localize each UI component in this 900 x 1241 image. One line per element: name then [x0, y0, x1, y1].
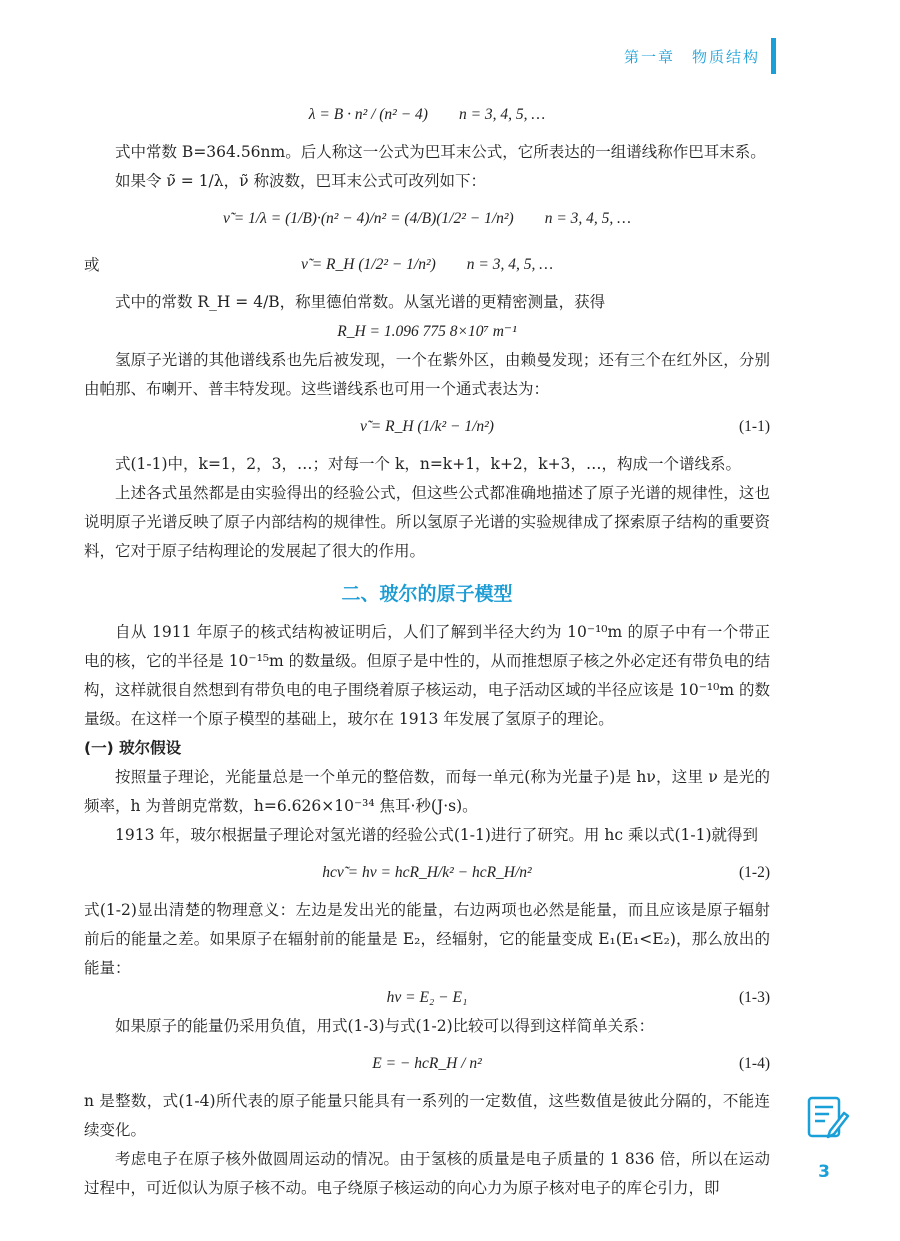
section-heading: 二、玻尔的原子模型: [341, 583, 513, 605]
equation-number: (1-4): [739, 1055, 770, 1072]
paragraph: n 是整数，式(1-4)所代表的原子能量只能具有一系列的一定数值，这些数值是彼此分隔的，不能连续变化。: [84, 1092, 770, 1139]
equation-number: (1-2): [739, 864, 770, 881]
paragraph: 如果原子的能量仍采用负值，用式(1-3)与式(1-2)比较可以得到这样简单关系：: [115, 1017, 655, 1035]
paragraph: 考虑电子在原子核外做圆周运动的情况。由于氢核的质量是电子质量的 1 836 倍，所以在运动过程中，可近似认为原子核不动。电子绕原子核运动的向心力为原子核对电子的库仑引力，即: [84, 1150, 770, 1197]
equation: ν̃ = R_H (1/2² − 1/n²) n = 3, 4, 5, …: [300, 256, 554, 273]
paragraph: 式(1-2)显出清楚的物理意义：左边是发出光的能量，右边两项也必然是能量，而且应该是原子辐射前后的能量之差。如果原子在辐射前的能量是 E₂，经辐射，它的能量变成 E₁(E₁<E₂)，那么放出的能量：: [84, 901, 770, 977]
equation: ν̃ = 1/λ = (1/B)·(n² − 4)/n² = (4/B)(1/2² − 1/n²) n = 3, 4, 5, …: [223, 210, 631, 227]
equation-row: [84, 850, 770, 896]
paragraph: 式中的常数 R_H = 4/B，称里德伯常数。从氢光谱的更精密测量，获得: [115, 293, 606, 311]
equation-number: (1-3): [739, 989, 770, 1006]
equation-number: (1-1): [739, 418, 770, 435]
paragraph: 式(1-1)中，k=1，2，3，…；对每一个 k，n=k+1，k+2，k+3，…，构成一个谱线系。: [115, 455, 742, 473]
header-accent-bar: [771, 38, 776, 74]
chapter-header: 第一章 物质结构: [623, 48, 760, 66]
paragraph: 1913 年，玻尔根据量子理论对氢光谱的经验公式(1-1)进行了研究。用 hc 乘以式(1-1)就得到: [115, 826, 759, 844]
equation: R_H = 1.096 775 8×10⁷ m⁻¹: [337, 323, 517, 340]
paragraph: 如果令 ν̃ = 1/λ，ν̃ 称波数，巴耳末公式可改列如下：: [115, 172, 486, 190]
equation: hcν̃ = hν = hcR_H/k² − hcR_H/n²: [322, 864, 532, 881]
notes-icon: [806, 1093, 850, 1141]
paragraph: 自从 1911 年原子的核式结构被证明后，人们了解到半径大约为 10⁻¹⁰m 的原子中有一个带正电的核，它的半径是 10⁻¹⁵m 的数量级。但原子是中性的，从而推想原子核之外必定还有带负电的结构，这样就很自然想到有带负电的电子围绕着原子核运动，电子活动区域的半径应该是 10⁻¹⁰m 的数量级。在这样一个原子模型的基础上，玻尔在 1913 年发展了氢原子的理论。: [84, 623, 770, 728]
equation: ν̃ = R_H (1/k² − 1/n²): [360, 418, 494, 435]
paragraph: 氢原子光谱的其他谱线系也先后被发现，一个在紫外区，由赖曼发现；还有三个在红外区，分别由帕那、布喇开、普丰特发现。这些谱线系也可用一个通式表达为：: [84, 351, 770, 398]
paragraph: 按照量子理论，光能量总是一个单元的整倍数，而每一单元(称为光量子)是 hν，这里 ν 是光的频率，h 为普朗克常数，h=6.626×10⁻³⁴ 焦耳·秒(J·s)。: [84, 768, 770, 815]
subsection-heading: (一) 玻尔假设: [84, 739, 182, 757]
equation-row: [84, 242, 770, 288]
page-number: 3: [818, 1162, 830, 1182]
page-body: [84, 92, 770, 1203]
equation-row: [84, 1041, 770, 1087]
equation: λ = B · n² / (n² − 4) n = 3, 4, 5, …: [308, 106, 546, 123]
paragraph: 式中常数 B=364.56nm。后人称这一公式为巴耳末公式，它所表达的一组谱线称作巴耳末系。: [115, 143, 766, 161]
equation-row: [84, 404, 770, 450]
equation: E = − hcR_H / n²: [372, 1055, 482, 1072]
equation-lead: 或: [84, 256, 100, 274]
paragraph: 上述各式虽然都是由实验得出的经验公式，但这些公式都准确地描述了原子光谱的规律性，这也说明原子光谱反映了原子内部结构的规律性。所以氢原子光谱的实验规律成了探索原子结构的重要资料，它对于原子结构理论的发展起了很大的作用。: [84, 484, 770, 560]
equation: hν = E₂ − E₁: [386, 989, 468, 1006]
equation-row: [84, 983, 770, 1012]
